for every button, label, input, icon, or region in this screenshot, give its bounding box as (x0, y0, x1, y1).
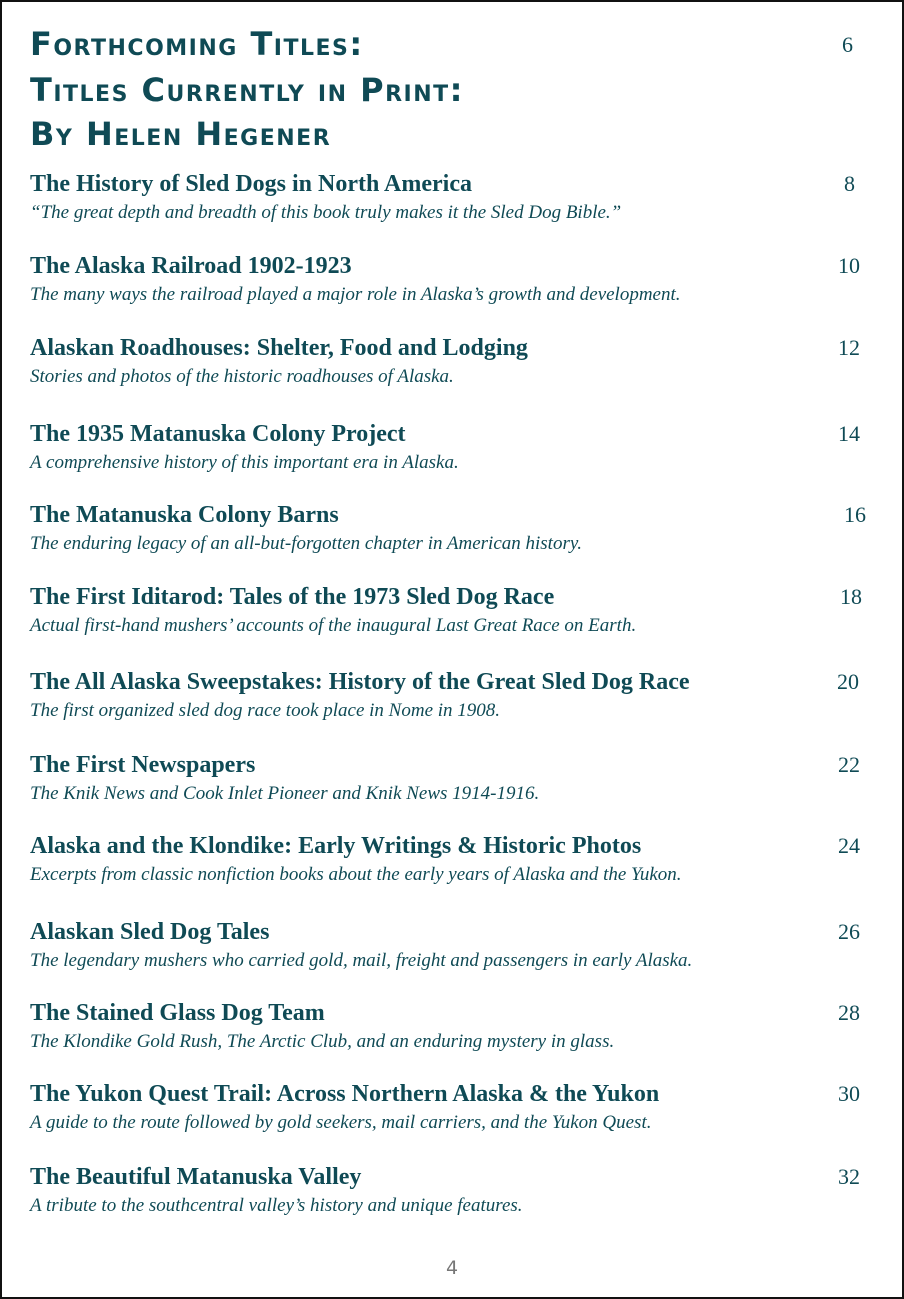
toc-entry[interactable] (30, 503, 890, 563)
toc-entry[interactable] (30, 1082, 890, 1142)
toc-entry[interactable] (30, 834, 890, 894)
toc-entry[interactable] (30, 753, 890, 813)
entry-title: Alaska and the Klondike: Early Writings & Historic Photos (30, 833, 642, 859)
entry-title: Alaskan Roadhouses: Shelter, Food and Lodging (30, 335, 528, 361)
entry-description: Stories and photos of the historic roadhouses of Alaska. (30, 366, 454, 387)
entry-page-number: 14 (838, 421, 860, 446)
entry-page-number: 16 (844, 502, 866, 527)
entry-title: The Yukon Quest Trail: Across Northern Alaska & the Yukon (30, 1081, 660, 1107)
heading-author: By Helen Hegener (30, 115, 332, 153)
heading-forthcoming-titles-page: 6 (842, 32, 853, 57)
entry-description: The first organized sled dog race took place in Nome in 1908. (30, 700, 501, 721)
entry-title: The First Newspapers (30, 752, 256, 778)
entry-description: The legendary mushers who carried gold, mail, freight and passengers in early Alaska. (30, 950, 693, 971)
entry-description: Excerpts from classic nonfiction books about the early years of Alaska and the Yukon. (30, 864, 682, 885)
footer-page-number: 4 (445, 1257, 459, 1279)
toc-entry[interactable] (30, 172, 890, 232)
toc-entry[interactable] (30, 422, 890, 482)
entry-description: A guide to the route followed by gold seekers, mail carriers, and the Yukon Quest. (30, 1112, 652, 1133)
entry-page-number: 24 (838, 833, 860, 858)
entry-title: The All Alaska Sweepstakes: History of the Great Sled Dog Race (30, 669, 690, 695)
entry-page-number: 20 (837, 669, 859, 694)
toc-entry[interactable] (30, 254, 890, 314)
entry-description: A comprehensive history of this important era in Alaska. (30, 452, 459, 473)
entry-title: The 1935 Matanuska Colony Project (30, 421, 406, 447)
entry-page-number: 26 (838, 919, 860, 944)
entry-page-number: 8 (844, 171, 855, 196)
entry-title: The Stained Glass Dog Team (30, 1000, 325, 1026)
toc-entry[interactable] (30, 336, 890, 396)
toc-entry[interactable] (30, 1165, 890, 1225)
entry-description: The Knik News and Cook Inlet Pioneer and Knik News 1914-1916. (30, 783, 540, 804)
entry-page-number: 12 (838, 335, 860, 360)
heading-titles-in-print: Titles Currently in Print: (30, 71, 464, 109)
entry-title: The Matanuska Colony Barns (30, 502, 339, 528)
toc-entry[interactable] (30, 920, 890, 980)
toc-entry[interactable] (30, 1001, 890, 1061)
entry-title: The First Iditarod: Tales of the 1973 Sled Dog Race (30, 584, 555, 610)
entry-description: The many ways the railroad played a major role in Alaska’s growth and development. (30, 284, 681, 305)
entry-title: The Alaska Railroad 1902-1923 (30, 253, 352, 279)
entry-page-number: 32 (838, 1164, 860, 1189)
entry-page-number: 18 (840, 584, 862, 609)
entry-page-number: 28 (838, 1000, 860, 1025)
entry-description: “The great depth and breadth of this book truly makes it the Sled Dog Bible.” (30, 202, 622, 223)
entry-title: The History of Sled Dogs in North America (30, 171, 472, 197)
entry-page-number: 22 (838, 752, 860, 777)
entry-page-number: 10 (838, 253, 860, 278)
entry-description: The enduring legacy of an all-but-forgotten chapter in American history. (30, 533, 582, 554)
entry-description: The Klondike Gold Rush, The Arctic Club, and an enduring mystery in glass. (30, 1031, 615, 1052)
toc-entry[interactable] (30, 670, 890, 730)
entry-description: Actual first-hand mushers’ accounts of the inaugural Last Great Race on Earth. (30, 615, 637, 636)
entry-title: The Beautiful Matanuska Valley (30, 1164, 362, 1190)
entry-page-number: 30 (838, 1081, 860, 1106)
toc-entry[interactable] (30, 585, 890, 645)
heading-forthcoming-titles: Forthcoming Titles: (30, 25, 364, 63)
entry-title: Alaskan Sled Dog Tales (30, 919, 270, 945)
entry-description: A tribute to the southcentral valley’s history and unique features. (30, 1195, 523, 1216)
